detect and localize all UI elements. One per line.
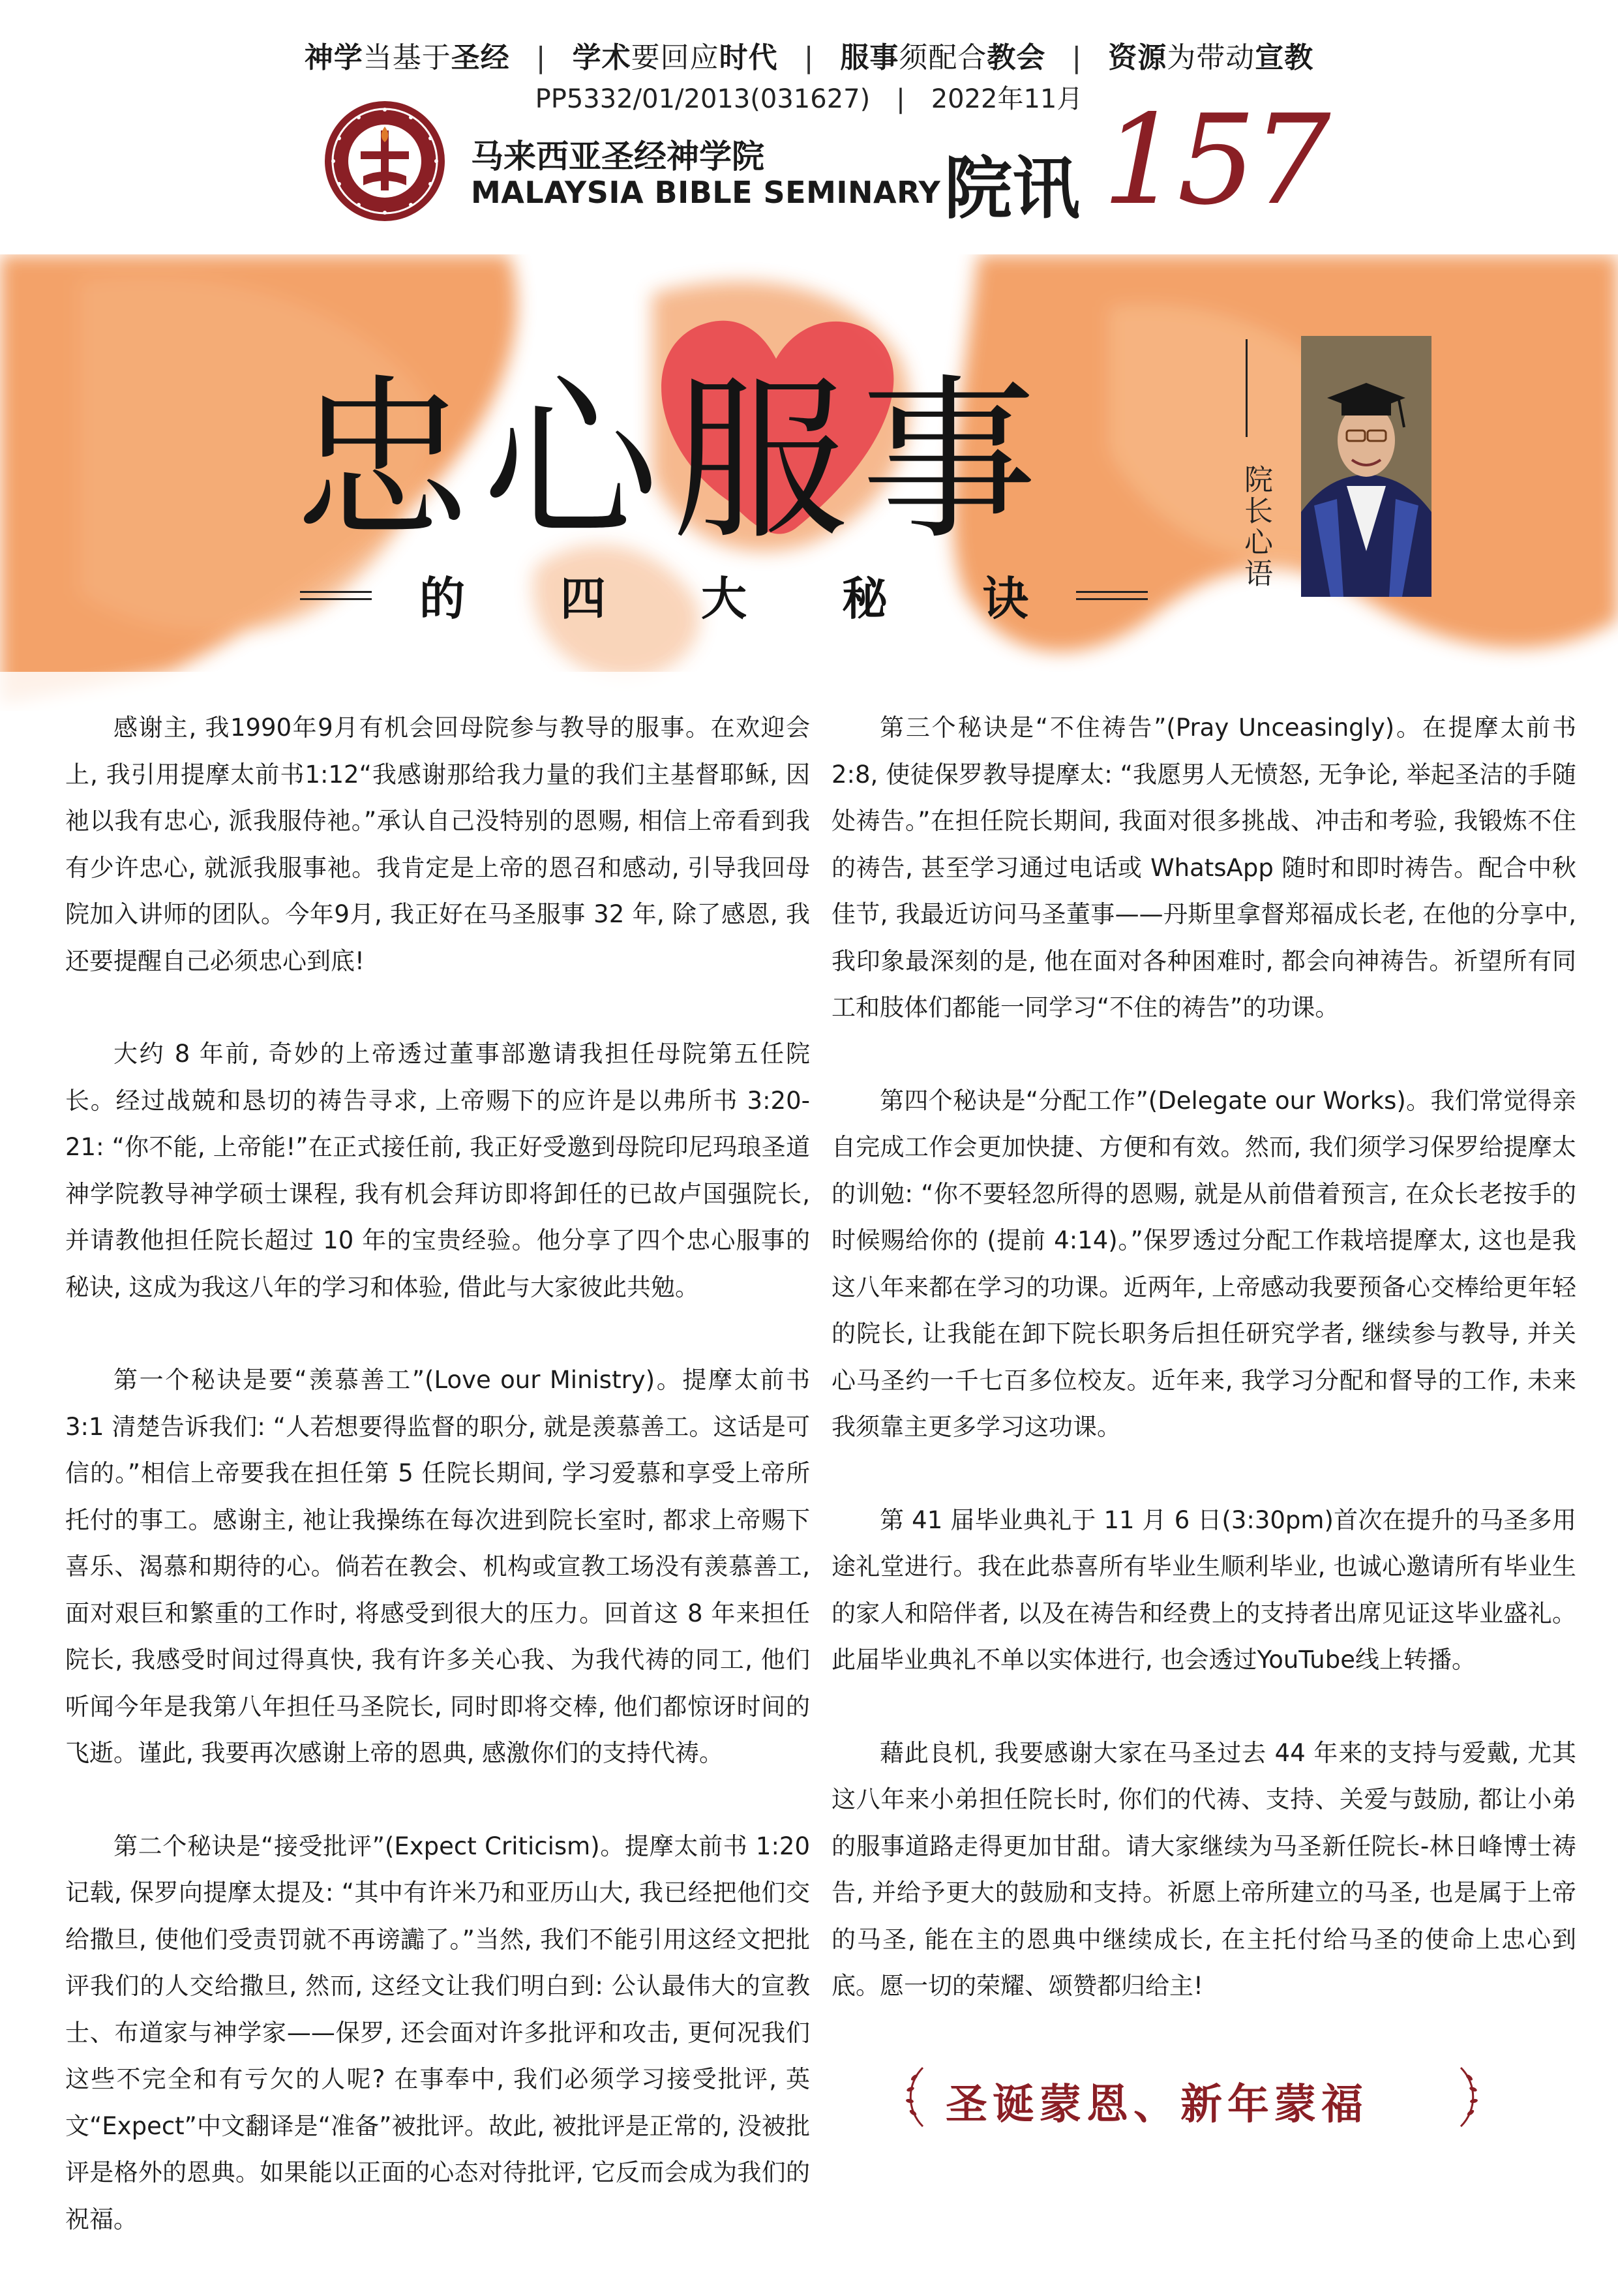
article-column-left xyxy=(65,704,810,2289)
subtitle-char: 诀 xyxy=(983,571,1028,626)
motto-item-1: 神学当基于圣经 xyxy=(304,41,510,74)
laurel-right-icon xyxy=(1451,2064,1484,2130)
newsletter-label: 院讯 xyxy=(944,148,1081,228)
subtitle-right-rule xyxy=(1076,591,1148,600)
motto-item-3: 服事须配合教会 xyxy=(840,41,1046,74)
motto-separator: | xyxy=(1071,41,1083,74)
subtitle-left-rule xyxy=(300,591,372,600)
motto-line xyxy=(0,34,1618,76)
paragraph: 第 41 届毕业典礼于 11 月 6 日(3:30pm)首次在提升的马圣多用途礼堂进行。我在此恭喜所有毕业生顺利毕业, 也诚心邀请所有毕业生的家人和陪伴者, 以及在祷告和经费上的支持者出席见证这毕业盛礼。此届毕业典礼不单以实体进行, 也会透过YouTube线上转播。 xyxy=(831,1505,1576,1674)
motto-item-2: 学术要回应时代 xyxy=(572,41,778,74)
subtitle-char: 的 xyxy=(419,571,465,626)
seminary-seal-logo xyxy=(323,99,447,223)
paragraph: 藉此良机, 我要感谢大家在马圣过去 44 年来的支持与爱戴, 尤其这八年来小弟担任院长时, 你们的代祷、支持、关爱与鼓励, 都让小弟的服事道路走得更加甘甜。请大家继续为马圣新任院长-林日峰博士祷告, 并给予更大的鼓励和支持。祈愿上帝所建立的马圣, 也是属于上帝的马圣, 能在主的恩典中继续成长, 在主托付给马圣的使命上忠心到底。愿一切的荣耀、颂赞都归给主! xyxy=(831,1738,1576,2000)
column-label: 院长心语 xyxy=(1239,464,1272,590)
paragraph: 第一个秘诀是要“羡慕善工”(Love our Ministry)。提摩太前书 3:1 清楚告诉我们: “人若想要得监督的职分, 就是羡慕善工。这话是可信的。”相信上帝要我在担任第 5 任院长期间, 学习爱慕和享受上帝所托付的事工。感谢主, 祂让我操练在每次进到院长室时, 都求上帝赐下喜乐、渴慕和期待的心。倘若在教会、机构或宣教工场没有羡慕善工, 面对艰巨和繁重的工作时, 将感受到很大的压力。回首这 8 年来担任院长, 我感受时间过得真快, 我有许多关心我、为我代祷的同工, 他们听闻今年是我第八年担任马圣院长, 同时即将交棒, 他们都惊讶时间的飞逝。谨此, 我要再次感谢上帝的恩典, 感激你们的支持代祷。 xyxy=(65,1366,810,1767)
issue-date: 2022年11月 xyxy=(931,84,1083,114)
motto-separator: | xyxy=(535,41,547,74)
seminary-name-english: MALAYSIA BIBLE SEMINARY xyxy=(471,175,941,210)
paragraph: 第四个秘诀是“分配工作”(Delegate our Works)。我们常觉得亲自完成工作会更加快捷、方便和有效。然而, 我们须学习保罗给提摩太的训勉: “你不要轻忽所得的恩赐, 就是从前借着预言, 在众长老按手的时候赐给你的 (提前 4:14)。”保罗透过分配工作栽培提摩太, 这也是我这八年来都在学习的功课。近两年, 上帝感动我要预备心交棒给更年轻的院长, 让我能在卸下院长职务后担任研究学者, 继续参与教导, 并关心马圣约一千七百多位校友。近年来, 我学习分配和督导的工作, 未来我须靠主更多学习这功课。 xyxy=(831,1086,1576,1441)
issue-number: 157 xyxy=(1102,88,1327,232)
article-subtitle xyxy=(300,562,1148,628)
column-label-divider xyxy=(1246,339,1248,437)
paragraph: 感谢主, 我1990年9月有机会回母院参与教导的服事。在欢迎会上, 我引用提摩太前书1:12“我感谢那给我力量的我们主基督耶稣, 因祂以我有忠心, 派我服侍祂。”承认自己没特别的恩赐, 相信上帝看到我有少许忠心, 就派我服事祂。我肯定是上帝的恩召和感动, 引导我回母院加入讲师的团队。今年9月, 我正好在马圣服事 32 年, 除了感恩, 我还要提醒自己必须忠心到底! xyxy=(65,714,810,975)
paragraph: 第二个秘诀是“接受批评”(Expect Criticism)。提摩太前书 1:20 记载, 保罗向提摩太提及: “其中有许米乃和亚历山大, 我已经把他们交给撒旦, 使他们受责罚就不再谤讟了。”当然, 我们不能引用这经文把批评我们的人交给撒旦, 然而, 这经文让我们明白到: 公认最伟大的宣教士、布道家与神学家——保罗, 还会面对许多批评和攻击, 更何况我们这些不完全和有亏欠的人呢? 在事奉中, 我们必须学习接受批评, 英文“Expect”中文翻译是“准备”被批评。故此, 被批评是正常的, 没被批评是格外的恩典。如果能以正面的心态对待批评, 它反而会成为我们的祝福。 xyxy=(65,1832,810,2233)
paragraph: 大约 8 年前, 奇妙的上帝透过董事部邀请我担任母院第五任院长。经过战兢和恳切的祷告寻求, 上帝赐下的应许是以弗所书 3:20-21: “你不能, 上帝能!”在正式接任前, 我正好受邀到母院印尼玛琅圣道神学院教导神学硕士课程, 我有机会拜访即将卸任的已故卢国强院长, 并请教他担任院长超过 10 年的宝贵经验。他分享了四个忠心服事的秘诀, 这成为我这八年的学习和体验, 借此与大家彼此共勉。 xyxy=(65,1040,810,1301)
permit-separator: | xyxy=(896,84,905,114)
permit-date-line xyxy=(0,78,1618,115)
subtitle-char: 秘 xyxy=(842,571,888,626)
article-title: 忠心服事 xyxy=(293,358,1050,564)
motto-separator: | xyxy=(803,41,815,74)
permit-number: PP5332/01/2013(031627) xyxy=(535,84,871,114)
laurel-left-icon xyxy=(900,2064,933,2130)
seminary-name-chinese: 马来西亚圣经神学院 xyxy=(471,138,764,175)
subtitle-char: 大 xyxy=(701,571,747,626)
subtitle-char: 四 xyxy=(560,571,606,626)
article-column-right xyxy=(831,704,1576,2056)
motto-item-4: 资源为带动宣教 xyxy=(1108,41,1314,74)
holiday-greeting: 圣诞蒙恩、新年蒙福 xyxy=(946,2080,1368,2129)
paragraph: 第三个秘诀是“不住祷告”(Pray Unceasingly)。在提摩太前书 2:8, 使徒保罗教导提摩太: “我愿男人无愤怒, 无争论, 举起圣洁的手随处祷告。”在担任院长期间, 我面对很多挑战、冲击和考验, 我锻炼不住的祷告, 甚至学习通过电话或 WhatsApp 随时和即时祷告。配合中秋佳节, 我最近访问马圣董事——丹斯里拿督郑福成长老, 在他的分享中, 我印象最深刻的是, 他在面对各种困难时, 都会向神祷告。祈望所有同工和肢体们都能一同学习“不住的祷告”的功课。 xyxy=(831,714,1576,1021)
president-portrait xyxy=(1301,336,1431,597)
